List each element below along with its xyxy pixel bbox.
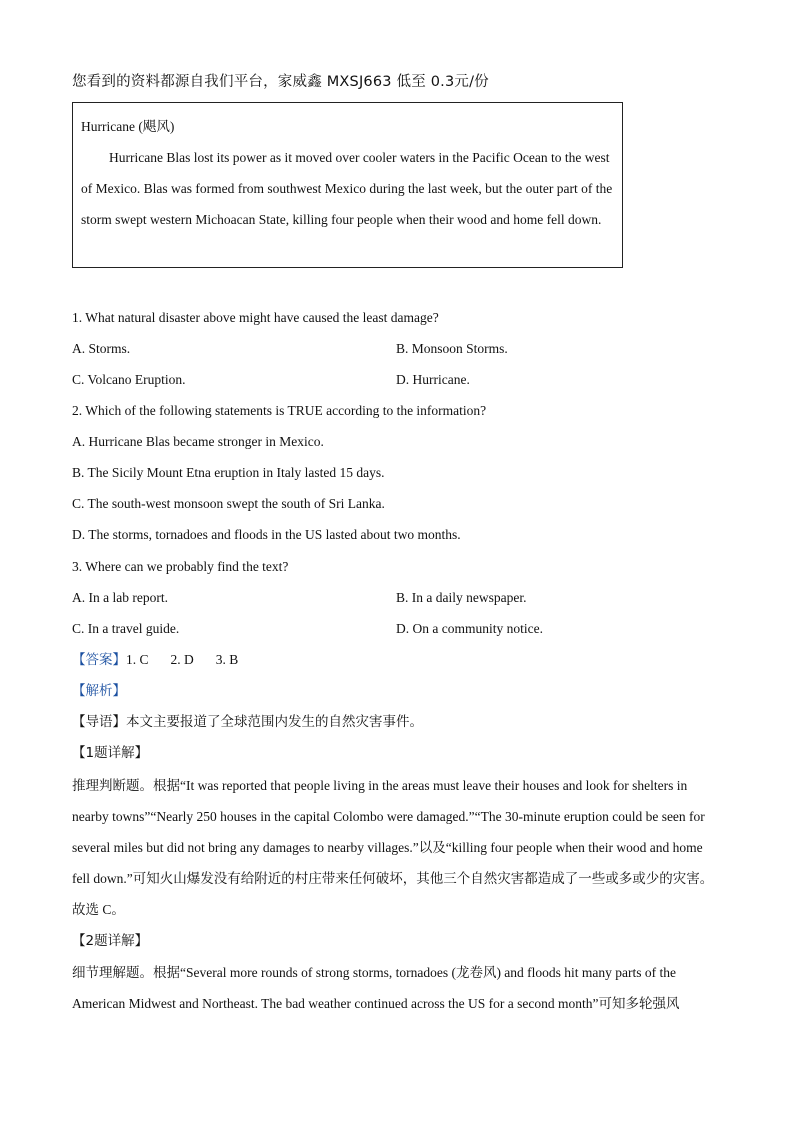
q2-detail-label: 【2题详解】	[72, 933, 149, 949]
analysis-label: 【解析】	[72, 683, 126, 699]
question-3-stem: 3. Where can we probably find the text?	[72, 559, 289, 574]
passage-title: Hurricane (飓风)	[81, 119, 175, 134]
passage-box	[72, 102, 623, 268]
question-1-option-c[interactable]: C. Volcano Eruption.	[72, 372, 186, 387]
question-1-option-b[interactable]: B. Monsoon Storms.	[396, 341, 508, 356]
question-3-option-b[interactable]: B. In a daily newspaper.	[396, 590, 527, 605]
answer-item: 2. D	[170, 652, 194, 667]
answer-label: 【答案】	[72, 652, 126, 668]
answer-item: 1. C	[126, 652, 149, 667]
question-3-option-c[interactable]: C. In a travel guide.	[72, 621, 180, 636]
answer-line	[72, 650, 260, 670]
question-2-option-a[interactable]: A. Hurricane Blas became stronger in Mexico.	[72, 434, 324, 449]
passage-body: Hurricane Blas lost its power as it moved over cooler waters in the Pacific Ocean to the west of Mexico. Blas was formed from southwest Mexico during the last week, but the outer part of the storm swept western Michoacan State, killing four people when their wood and home fell down.	[81, 150, 613, 227]
q1-detail-label: 【1题详解】	[72, 745, 149, 761]
question-3-option-a[interactable]: A. In a lab report.	[72, 590, 168, 605]
question-1-option-a[interactable]: A. Storms.	[72, 341, 131, 356]
question-1-option-d[interactable]: D. Hurricane.	[396, 372, 470, 387]
question-2-option-d[interactable]: D. The storms, tornadoes and floods in the US lasted about two months.	[72, 527, 461, 542]
question-3-option-d[interactable]: D. On a community notice.	[396, 621, 543, 636]
question-2-option-c[interactable]: C. The south-west monsoon swept the south of Sri Lanka.	[72, 496, 385, 511]
answer-item: 3. B	[215, 652, 239, 667]
guide-text: 【导语】本文主要报道了全球范围内发生的自然灾害事件。	[72, 714, 423, 730]
q2-detail-text: 细节理解题。根据“Several more rounds of strong storms, tornadoes (龙卷风) and floods hit many parts of the American Midwest and Northeast. The bad weather continued across the US for a second month”可知多轮强风	[72, 965, 680, 1011]
question-2-option-b[interactable]: B. The Sicily Mount Etna eruption in Italy lasted 15 days.	[72, 465, 385, 480]
q1-detail-text: 推理判断题。根据“It was reported that people living in the areas must leave their houses and look for shelters in nearby towns”“Nearly 250 houses in the capital Colombo were damaged.”“The 30-minute eruption could be seen for several miles but did not bring any damages to nearby villages.”以及“killing four people when their wood and home fell down.”可知火山爆发没有给附近的村庄带来任何破坏，其他三个自然灾害都造成了一些或多或少的灾害。故选 C。	[72, 778, 714, 917]
question-1-stem: 1. What natural disaster above might have caused the least damage?	[72, 310, 439, 325]
question-2-stem: 2. Which of the following statements is TRUE according to the information?	[72, 403, 487, 418]
platform-header: 您看到的资料都源自我们平台，家威鑫 MXSJ663 低至 0.3元/份	[72, 74, 489, 90]
